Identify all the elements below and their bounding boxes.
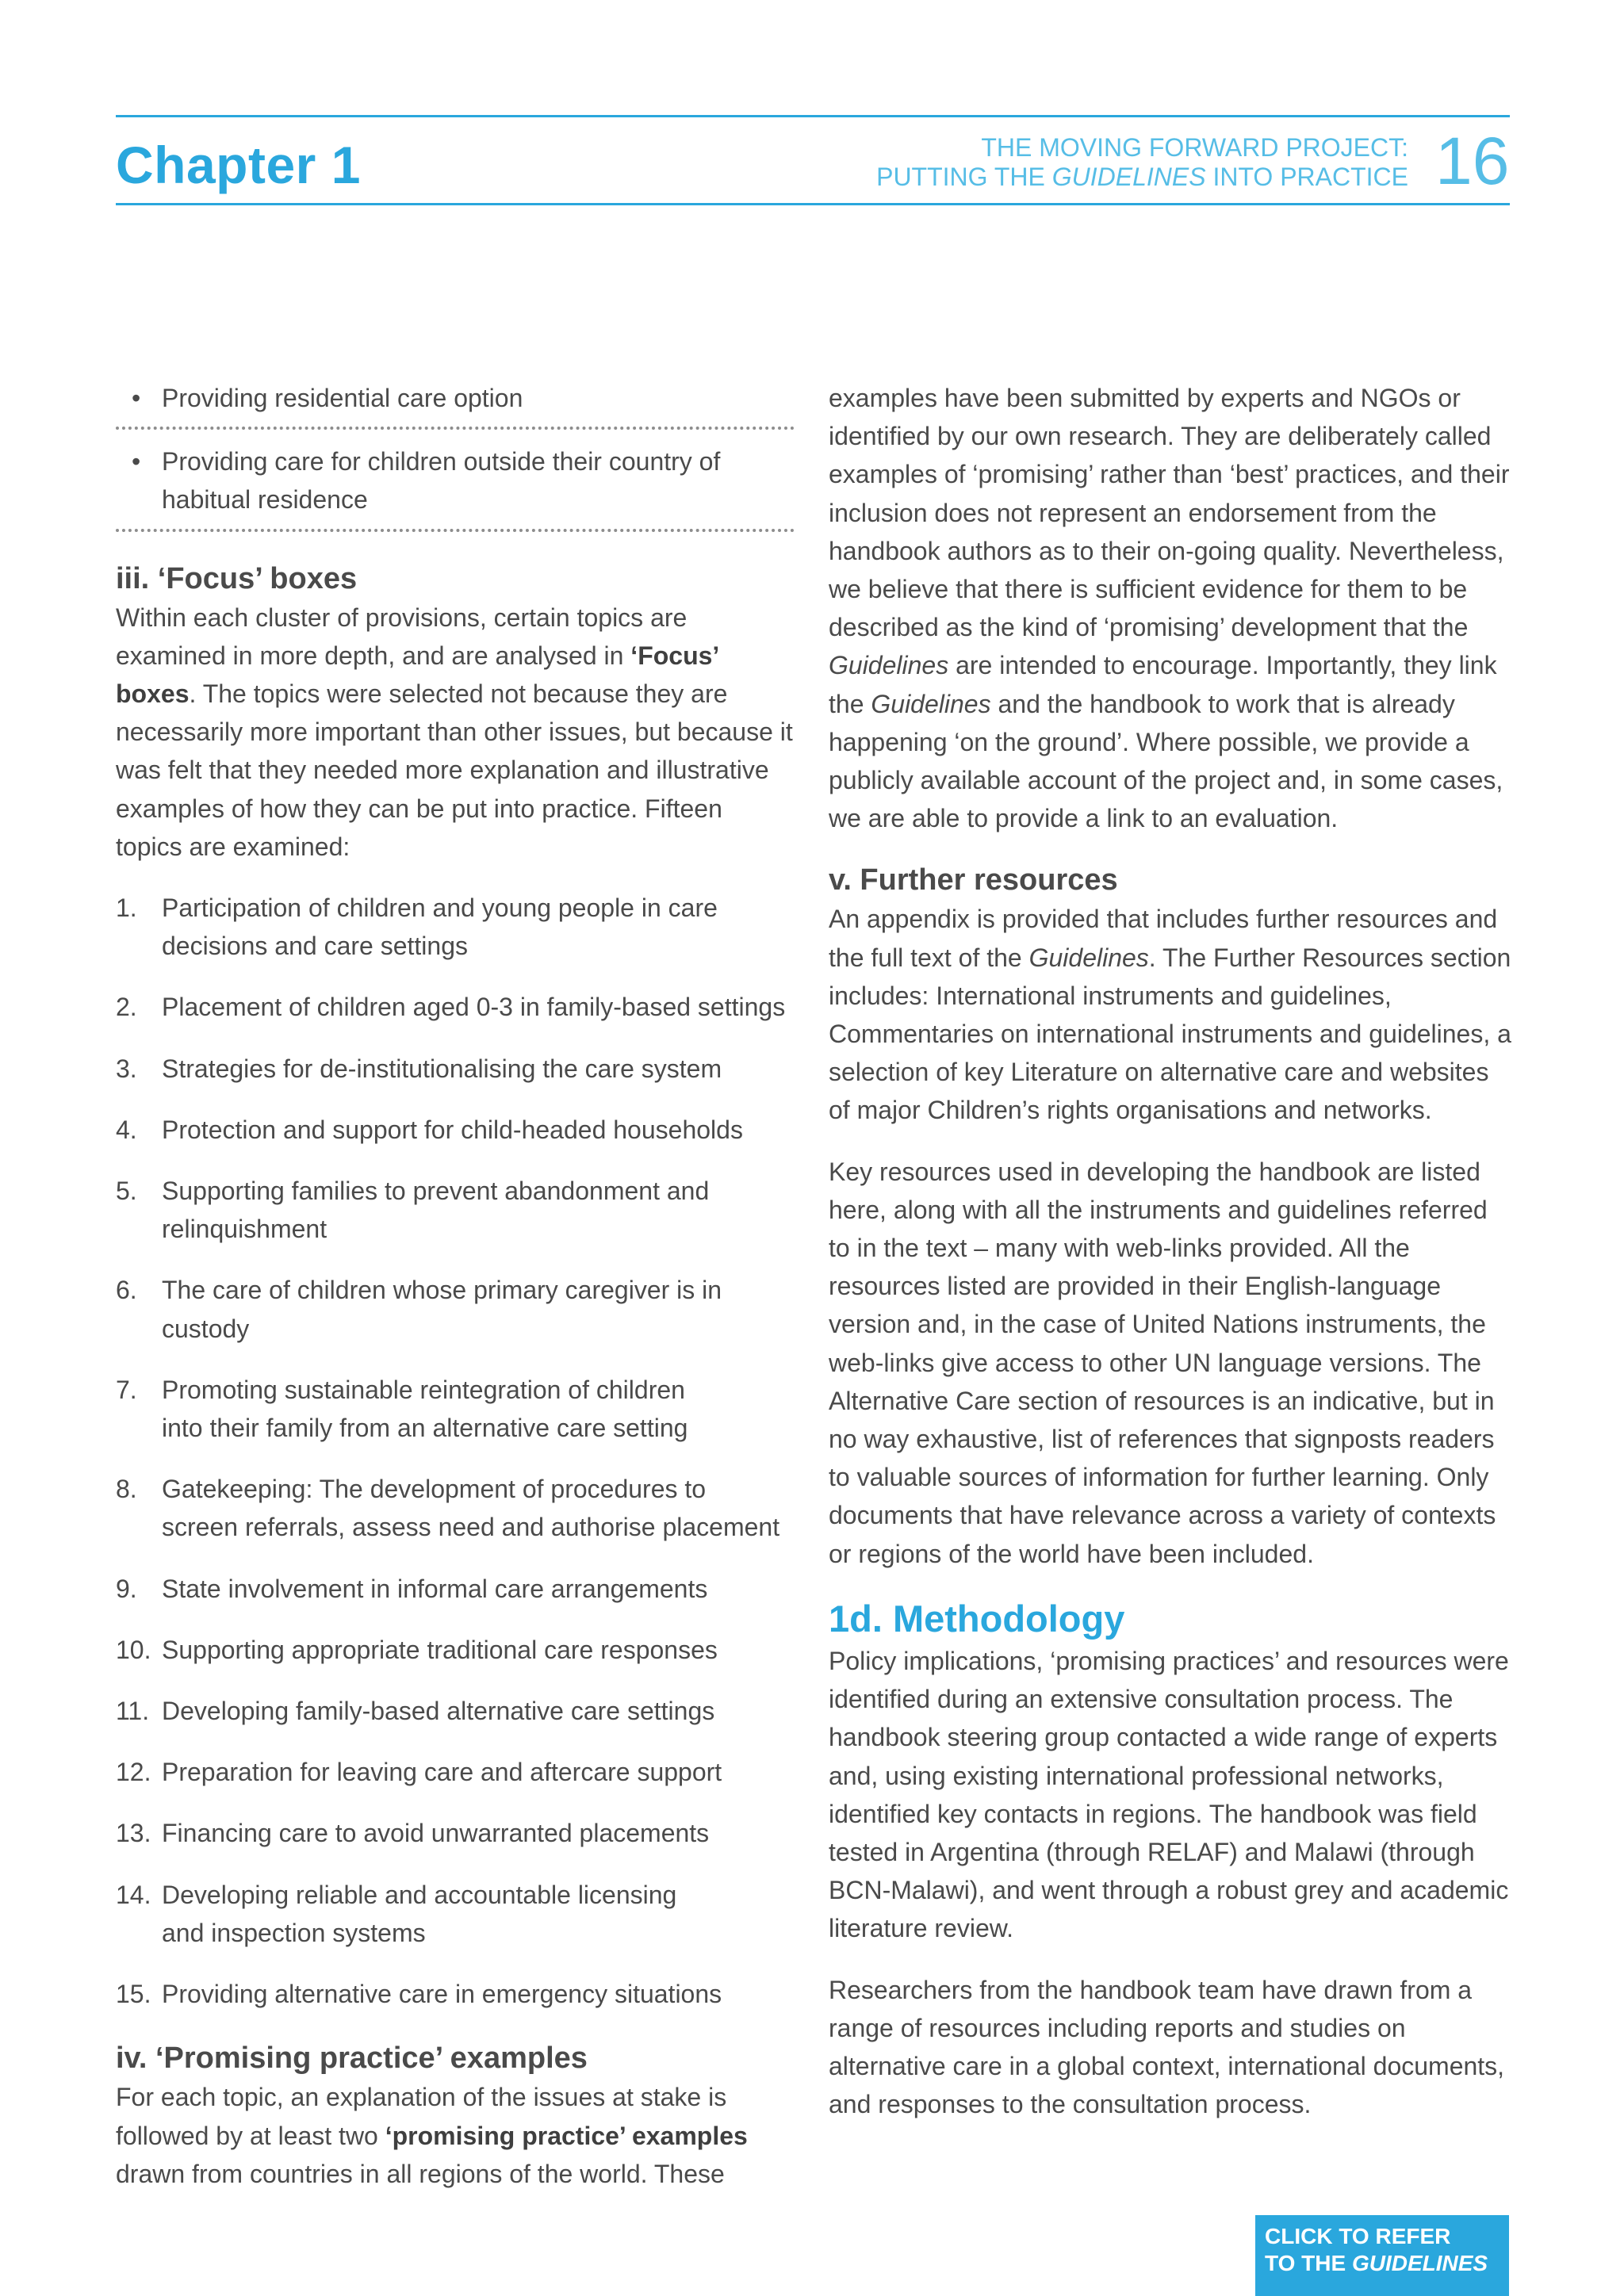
project-title-line-2-part-1: PUTTING THE — [876, 163, 1052, 191]
list-item — [116, 1570, 795, 1608]
cta-line-2 — [1265, 2250, 1509, 2277]
list-item — [116, 988, 795, 1026]
list-item — [116, 1271, 795, 1347]
project-title — [876, 133, 1408, 192]
right-column — [829, 379, 1512, 2146]
methodology-paragraph-2: Researchers from the handbook team have drawn from a range of resources including reports and studies on alternative care in a global context, international documents, and responses to the consultation process. — [829, 1975, 1505, 2119]
list-item — [116, 1050, 795, 1088]
refer-to-guidelines-button[interactable] — [1255, 2215, 1509, 2296]
list-number: 3. — [116, 1054, 137, 1083]
focus-para-text-1: Within each cluster of provisions, certain topics are examined in more depth, and are analysed in — [116, 603, 688, 670]
list-item — [116, 1975, 795, 2013]
list-number: 14. — [116, 1880, 151, 1909]
list-text: Supporting families to prevent abandonment and relinquishment — [162, 1177, 710, 1244]
further-text-1: An appendix is provided that includes further resources and the full text of the — [829, 905, 1498, 972]
list-number: 10. — [116, 1635, 151, 1664]
cont-text-3: and the handbook to work that is already happening ‘on the ground’. Where possible, we provide a publicly available account of the project and, in some cases, we are able to provide a link to an evaluation. — [829, 689, 1503, 833]
cont-text-1: examples have been submitted by experts and NGOs or identified by our own research. They are deliberately called examples of ‘promising’ rather than ‘best’ practices, and their inclusion does not represent an endorsement from the handbook authors as to their on-going quality. Nevertheless, we believe that there is sufficient evidence for them to be described as the kind of ‘promising’ development that the — [829, 384, 1510, 642]
further-resources-paragraph-1 — [829, 900, 1512, 1129]
list-item — [116, 1470, 795, 1546]
cta-guidelines: GUIDELINES — [1351, 2251, 1488, 2275]
further-resources-paragraph-2: Key resources used in developing the handbook are listed here, along with all the instruments and guidelines referred to in the text – many with web-links provided. All the resources listed are provided in their English-language version and, in the case of United Nations instruments, the web-links give access to other UN language versions. The Alternative Care section of resources is an indicative, but in no way exhaustive, list of references that signposts readers to valuable sources of information for further learning. Only documents that have relevance across a variety of contexts or regions of the world have been included. — [829, 1157, 1496, 1568]
cta-line-2-text: TO THE — [1265, 2251, 1352, 2275]
project-title-line-2-part-3: INTO PRACTICE — [1205, 163, 1408, 191]
methodology-heading: 1d. Methodology — [829, 1597, 1125, 1640]
list-text: Developing reliable and accountable licensing and inspection systems — [162, 1880, 677, 1947]
list-number: 8. — [116, 1475, 137, 1504]
cta-line-1: CLICK TO REFER — [1265, 2224, 1451, 2248]
list-item — [116, 1876, 795, 1952]
list-number: 2. — [116, 993, 137, 1022]
cont-guidelines-1: Guidelines — [829, 651, 949, 680]
list-text: Participation of children and young people in care decisions and care settings — [162, 894, 718, 961]
project-title-guidelines: GUIDELINES — [1051, 163, 1206, 191]
left-column — [116, 379, 795, 2216]
list-number: 9. — [116, 1574, 137, 1603]
list-item — [116, 1814, 795, 1852]
promising-practice-heading: iv. ‘Promising practice’ examples — [116, 2042, 588, 2076]
list-text: Supporting appropriate traditional care responses — [162, 1635, 718, 1664]
further-resources-heading: v. Further resources — [829, 863, 1118, 897]
focus-boxes-paragraph — [116, 599, 795, 866]
promising-practice-paragraph — [116, 2078, 795, 2193]
project-title-line-1: THE MOVING FORWARD PROJECT: — [981, 133, 1408, 162]
list-text: Gatekeeping: The development of procedures to screen referrals, assess need and authorise placement — [162, 1475, 780, 1542]
list-text: Financing care to avoid unwarranted placements — [162, 1819, 710, 1848]
list-text: Protection and support for child-headed households — [162, 1115, 743, 1144]
bullet-item — [116, 379, 795, 430]
cont-text-2: are intended to encourage. Importantly, they link the — [829, 651, 1497, 718]
list-item — [116, 1753, 795, 1791]
chapter-title: Chapter 1 — [116, 136, 361, 194]
list-item — [116, 1692, 795, 1730]
further-text-2: . The Further Resources section includes: International instruments and guidelines, Commentaries on international instruments and guidelines, a selection of key Literature on alternative care and websites of major Children’s rights organisations and networks. — [829, 943, 1511, 1125]
promising-para-text-2: drawn from countries in all regions of the world. These — [116, 2159, 725, 2188]
bullet-item — [116, 442, 795, 531]
header-top-rule — [116, 115, 1510, 117]
list-text: Strategies for de-institutionalising the care system — [162, 1054, 722, 1083]
list-number: 4. — [116, 1115, 137, 1144]
list-number: 1. — [116, 894, 137, 923]
list-item — [116, 1111, 795, 1149]
list-number: 7. — [116, 1375, 137, 1404]
list-text: Providing alternative care in emergency situations — [162, 1980, 722, 2009]
bullet-text: • Providing care for children outside their country of habitual residence — [162, 447, 721, 515]
project-title-line-2 — [876, 163, 1408, 192]
list-text: Placement of children aged 0-3 in family-based settings — [162, 993, 786, 1022]
header-bottom-rule — [116, 203, 1510, 205]
list-number: 6. — [116, 1276, 137, 1305]
list-text: Developing family-based alternative care settings — [162, 1697, 715, 1726]
promising-para-bold: ‘promising practice’ examples — [385, 2121, 748, 2150]
list-text: Promoting sustainable reintegration of children into their family from an alternative care setting — [162, 1375, 688, 1443]
promising-continued-paragraph — [829, 379, 1512, 837]
promising-para-text-1: For each topic, an explanation of the issues at stake is followed by at least two — [116, 2083, 727, 2150]
list-item — [116, 1172, 795, 1248]
list-number: 13. — [116, 1819, 151, 1848]
focus-para-text-2: . The topics were selected not because they are necessarily more important than other issues, but because it was felt that they needed more explanation and illustrative examples of how they can be put into practice. Fifteen topics are examined: — [116, 679, 793, 861]
list-text: State involvement in informal care arrangements — [162, 1574, 708, 1603]
list-item — [116, 1371, 795, 1447]
list-number: 15. — [116, 1980, 151, 2009]
list-item — [116, 1631, 795, 1669]
list-text: The care of children whose primary caregiver is in custody — [162, 1276, 722, 1343]
list-item — [116, 889, 795, 965]
focus-para-bold: ‘Focus’ boxes — [116, 641, 718, 709]
list-number: 5. — [116, 1177, 137, 1206]
bullet-text: • Providing residential care option — [162, 384, 523, 412]
methodology-paragraph-1: Policy implications, ‘promising practices’ and resources were identified during an extensive consultation process. The handbook steering group contacted a wide range of experts and, using existing international professional networks, identified key contacts in regions. The handbook was field tested in Argentina (through RELAF) and Malawi (through BCN-Malawi), and went through a robust grey and academic literature review. — [829, 1646, 1509, 1943]
list-text: Preparation for leaving care and aftercare support — [162, 1758, 722, 1787]
page-number: 16 — [1435, 124, 1510, 198]
list-number: 12. — [116, 1758, 151, 1787]
topics-list — [116, 889, 795, 2013]
focus-boxes-heading: iii. ‘Focus’ boxes — [116, 561, 358, 595]
cont-guidelines-2: Guidelines — [871, 689, 991, 718]
list-number: 11. — [116, 1697, 150, 1726]
further-guidelines: Guidelines — [1028, 943, 1149, 972]
